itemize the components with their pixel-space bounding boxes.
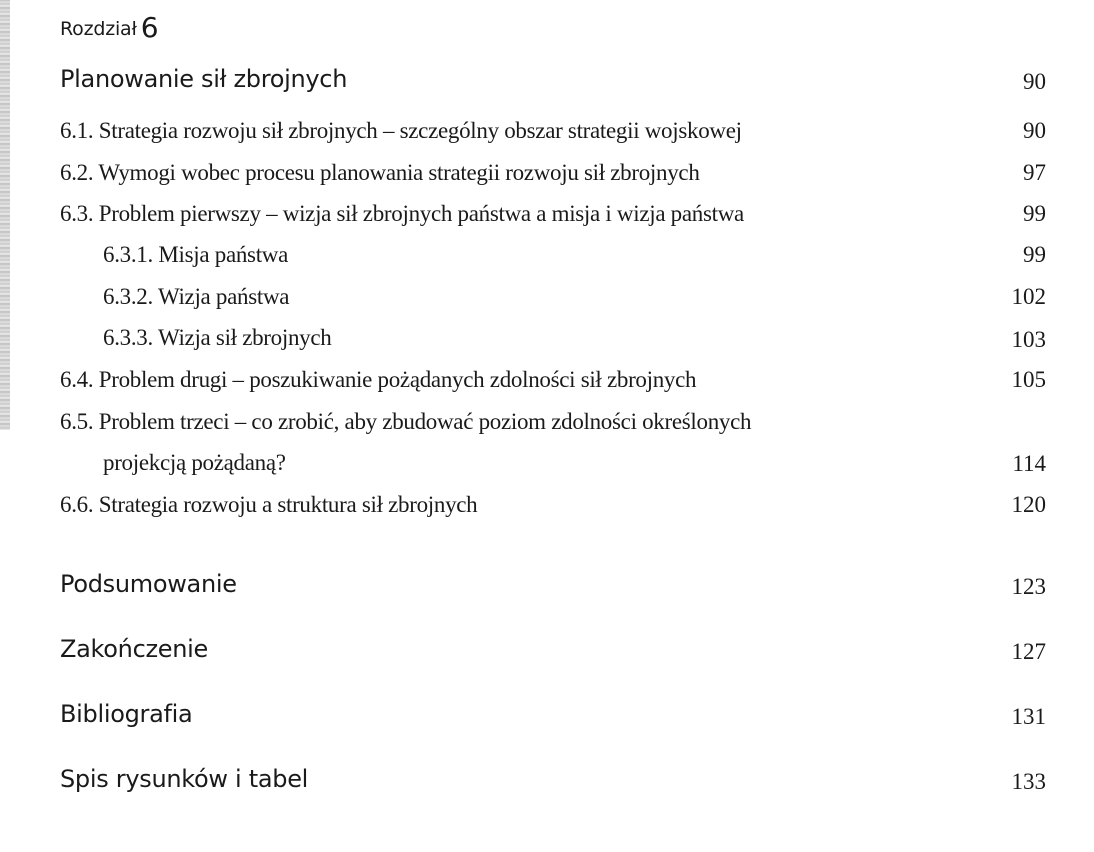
toc-entry-title: Planowanie sił zbrojnych bbox=[60, 65, 348, 93]
chapter-label: Rozdział bbox=[60, 18, 137, 40]
toc-entry-bibliografia bbox=[0, 698, 1094, 738]
toc-entry-page: 127 bbox=[1011, 639, 1046, 664]
toc-entry-chapter-title bbox=[0, 63, 1094, 103]
toc-entry-podsumowanie bbox=[0, 568, 1094, 608]
toc-entry-page: 105 bbox=[1011, 367, 1046, 392]
toc-entry-page: 133 bbox=[1011, 769, 1046, 794]
toc-entry-title-continuation: projekcją pożądaną? bbox=[103, 450, 286, 475]
toc-entry-6-3-2 bbox=[0, 282, 1094, 322]
toc-entry-spis-rysunkow bbox=[0, 763, 1094, 803]
toc-entry-title: 6.3. Problem pierwszy – wizja sił zbrojnych państwa a misja i wizja państwa bbox=[60, 201, 744, 226]
toc-entry-title: 6.3.2. Wizja państwa bbox=[103, 284, 290, 309]
toc-entry-title: 6.5. Problem trzeci – co zrobić, aby zbudować poziom zdolności określonych bbox=[60, 409, 752, 434]
toc-entry-title: Podsumowanie bbox=[60, 570, 237, 598]
toc-entry-page: 120 bbox=[1011, 492, 1046, 517]
toc-entry-page: 131 bbox=[1011, 704, 1046, 729]
toc-entry-6-2 bbox=[0, 158, 1094, 198]
toc-entry-page: 99 bbox=[1023, 242, 1046, 267]
toc-entry-6-6 bbox=[0, 490, 1094, 530]
toc-entry-title: 6.1. Strategia rozwoju sił zbrojnych – szczególny obszar strategii wojskowej bbox=[60, 118, 742, 143]
toc-entry-page: 114 bbox=[1012, 451, 1046, 476]
toc-entry-title: Spis rysunków i tabel bbox=[60, 765, 309, 793]
toc-entry-page: 90 bbox=[1023, 69, 1046, 94]
toc-entry-title: 6.3.3. Wizja sił zbrojnych bbox=[103, 325, 332, 350]
toc-entry-title: 6.2. Wymogi wobec procesu planowania strategii rozwoju sił zbrojnych bbox=[60, 160, 700, 185]
toc-entry-6-5 bbox=[0, 407, 1094, 491]
chapter-heading bbox=[60, 12, 158, 45]
toc-entry-page: 123 bbox=[1011, 574, 1046, 599]
toc-entry-6-4 bbox=[0, 365, 1094, 405]
toc-entry-title: Bibliografia bbox=[60, 700, 193, 728]
toc-entry-page: 103 bbox=[1011, 327, 1046, 352]
toc-entry-page: 90 bbox=[1023, 118, 1046, 143]
toc-entry-title: 6.4. Problem drugi – poszukiwanie pożądanych zdolności sił zbrojnych bbox=[60, 367, 697, 392]
chapter-number: 6 bbox=[140, 11, 159, 44]
toc-entry-6-3-3 bbox=[0, 323, 1094, 363]
toc-entry-zakonczenie bbox=[0, 633, 1094, 673]
toc-entry-6-1 bbox=[0, 116, 1094, 156]
toc-entry-page: 102 bbox=[1011, 284, 1046, 309]
toc-entry-page: 99 bbox=[1023, 201, 1046, 226]
toc-entry-6-3 bbox=[0, 199, 1094, 239]
toc-entry-title: 6.3.1. Misja państwa bbox=[103, 242, 289, 267]
toc-entry-title: 6.6. Strategia rozwoju a struktura sił zbrojnych bbox=[60, 492, 478, 517]
toc-entry-page: 97 bbox=[1023, 160, 1046, 185]
toc-entry-6-3-1 bbox=[0, 240, 1094, 280]
toc-entry-title: Zakończenie bbox=[60, 635, 208, 663]
